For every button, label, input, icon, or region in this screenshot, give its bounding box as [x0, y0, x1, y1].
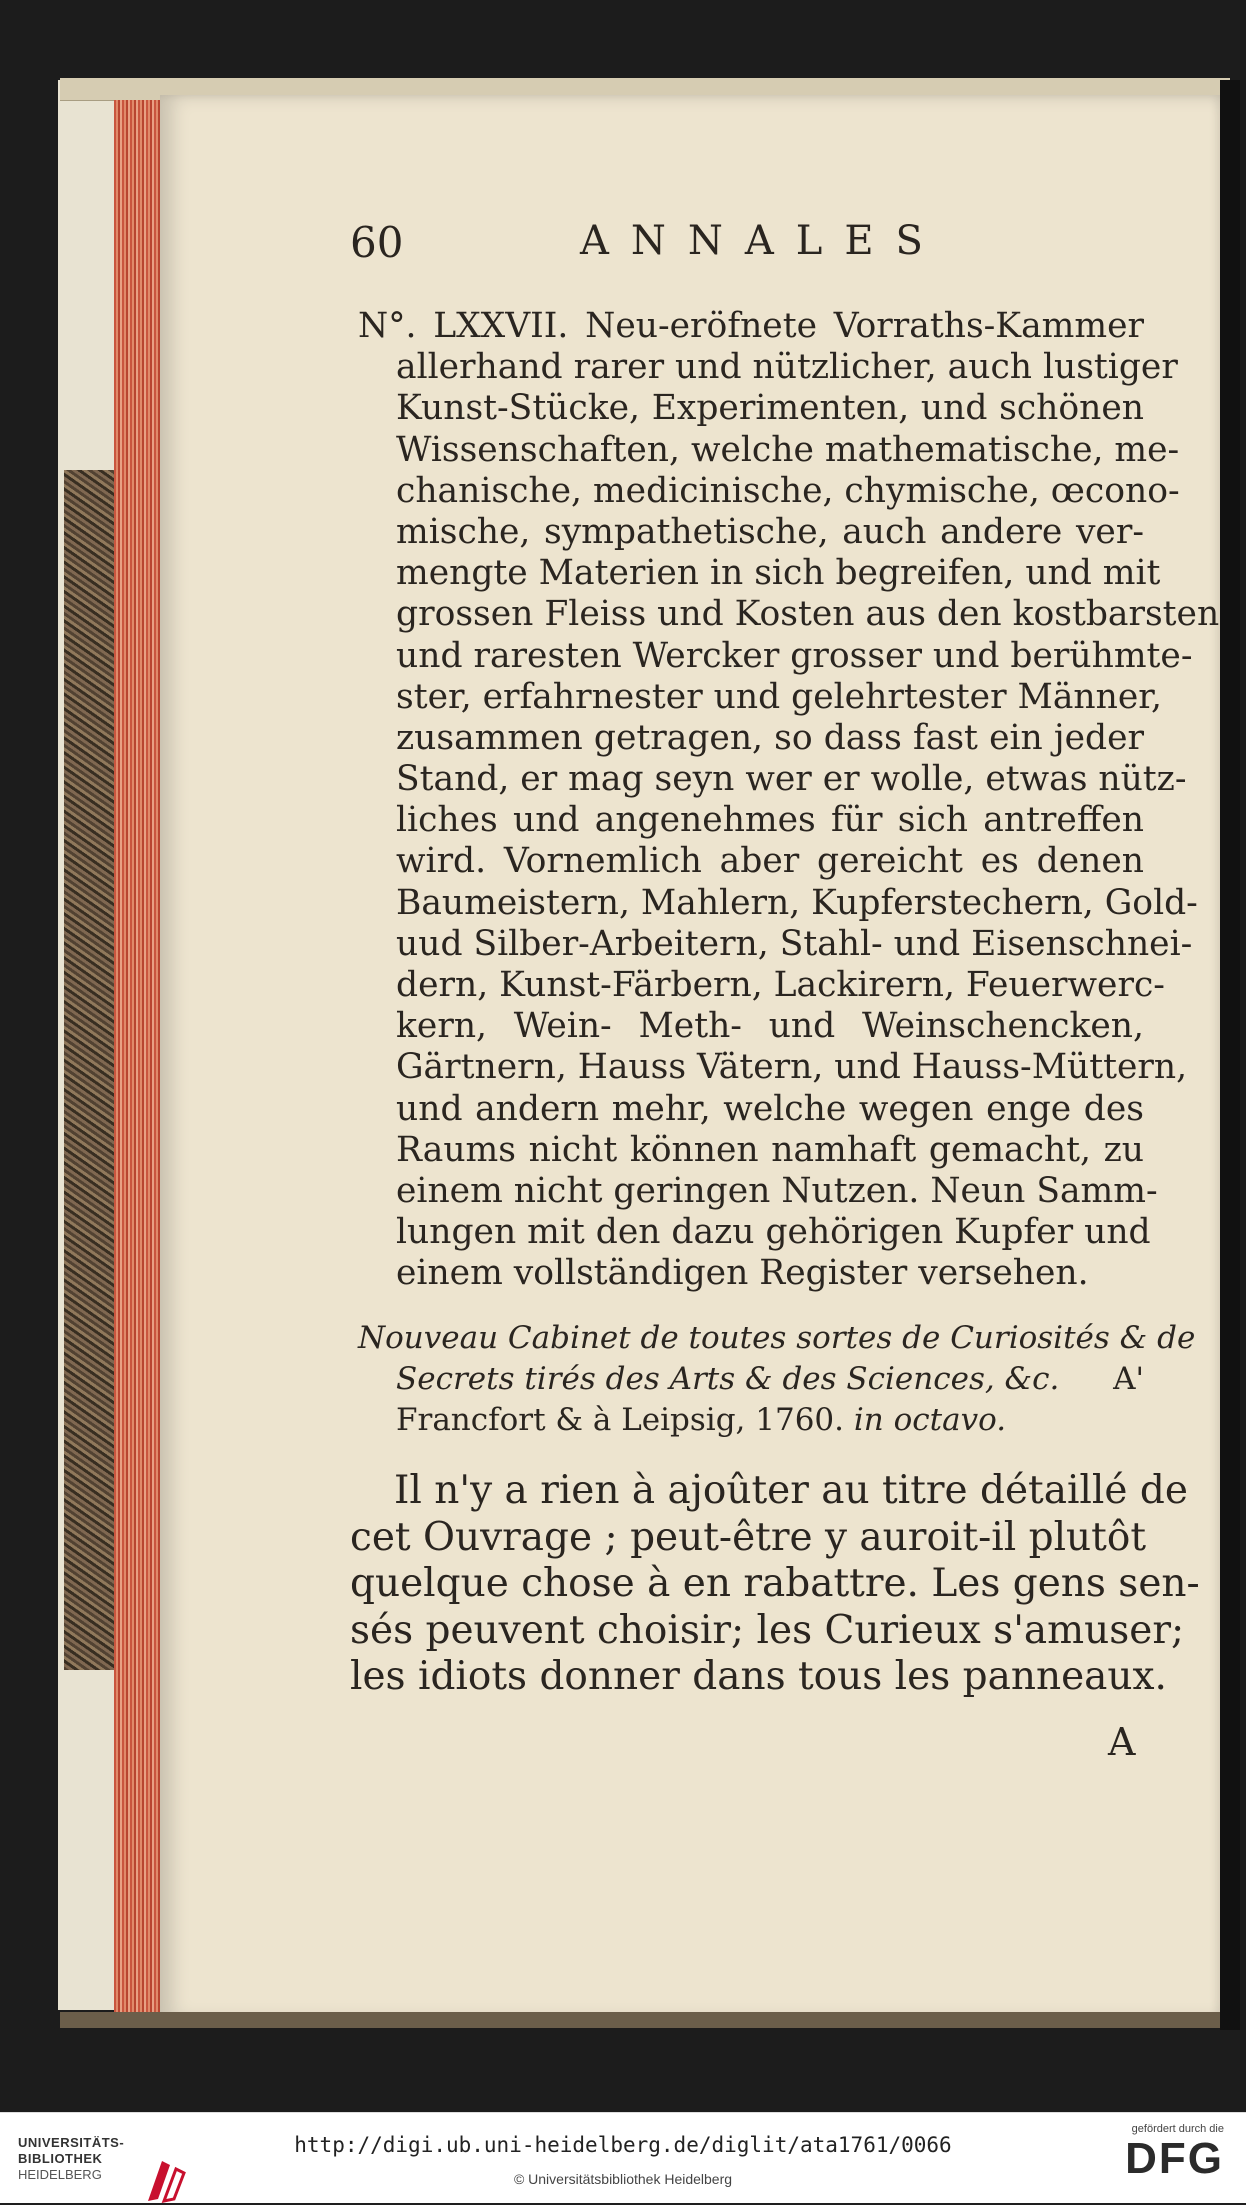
entry-line: grossen Fleiss und Kosten aus den kostbarsten — [396, 594, 1220, 635]
body-line: sés peuvent choisir; les Curieux s'amuser; — [350, 1607, 1185, 1653]
entry-line: chanische, medicinische, chymische, œcono- — [396, 470, 1180, 511]
french-title-line — [358, 1400, 1144, 1441]
copyright-notice: © Universitätsbibliothek Heidelberg — [513, 2171, 733, 2187]
viewer-footer — [0, 2112, 1246, 2203]
catchword: A — [1108, 1720, 1136, 1764]
entry-line: zusammen getragen, so dass fast ein jeder — [396, 717, 1144, 758]
entry-line: einem vollständigen Register versehen. — [396, 1253, 1089, 1294]
entry-line: und raresten Wercker grosser und berühmte- — [396, 635, 1193, 676]
entry-line: kern, Wein- Meth- und Weinschencken, — [396, 1006, 1144, 1047]
library-name-line2: BIBLIOTHEK — [18, 2151, 103, 2166]
dfg-wordmark: DFG — [1125, 2134, 1224, 2183]
entry-line: lungen mit den dazu gehörigen Kupfer und — [396, 1212, 1151, 1253]
french-title-line2: Secrets tirés des Arts & des Sciences, &c. — [396, 1361, 1060, 1397]
body-line: Il n'y a rien à ajoûter au titre détaillé de — [394, 1468, 1188, 1513]
body-line: cet Ouvrage ; peut-être y auroit-il plutôt — [350, 1514, 1146, 1560]
entry-line: dern, Kunst-Färbern, Lackirern, Feuerwerc- — [396, 965, 1165, 1005]
french-title-line: Nouveau Cabinet de toutes sortes de Curiosités & de — [358, 1320, 1196, 1356]
permalink-url[interactable]: http://digi.ub.uni-heidelberg.de/diglit/ata1761/0066 — [294, 2133, 952, 2157]
library-name-line3: HEIDELBERG — [18, 2167, 102, 2182]
french-title — [358, 1318, 1196, 1441]
entry-line: allerhand rarer und nützlicher, auch lustiger — [396, 347, 1178, 388]
library-name-line1: UNIVERSITÄTS- — [18, 2135, 125, 2150]
page-bottom-edge — [60, 2012, 1230, 2028]
body-line: quelque chose à en rabattre. Les gens sen- — [350, 1561, 1200, 1606]
dfg-logo[interactable] — [1094, 2123, 1224, 2183]
page-header — [350, 218, 1150, 278]
review-text — [350, 1468, 1200, 1701]
entry-line: Gärtnern, Hauss Vätern, und Hauss-Müttern, — [396, 1047, 1188, 1088]
entry-line: mengte Materien in sich begreifen, und mit — [396, 553, 1161, 594]
format: in octavo. — [853, 1402, 1007, 1438]
french-title-line2-end: A' — [1113, 1361, 1144, 1397]
entry-line: Stand, er mag seyn wer er wolle, etwas nütz- — [396, 759, 1187, 800]
page-number: 60 — [350, 218, 404, 267]
entry-line: liches und angenehmes für sich antreffen — [396, 800, 1144, 841]
entry-line: uud Silber-Arbeitern, Stahl- und Eisenschnei- — [396, 923, 1193, 964]
funded-by-label: gefördert durch die — [1131, 2123, 1224, 2135]
entry-line: Wissenschaften, welche mathematische, me- — [396, 429, 1180, 470]
entry-line: mische, sympathetische, auch andere ver- — [396, 511, 1144, 552]
entry-line: und andern mehr, welche wegen enge des — [396, 1088, 1144, 1129]
entry-line: einem nicht geringen Nutzen. Neun Samm- — [396, 1170, 1158, 1211]
running-head: ANNALES — [580, 218, 945, 264]
scan-right-border — [1220, 80, 1240, 2030]
entry-line: ster, erfahrnester und gelehrtester Männer, — [396, 676, 1162, 717]
entry-line: Raums nicht können namhaft gemacht, zu — [396, 1129, 1144, 1170]
imprint: Francfort & à Leipsig, 1760. — [396, 1402, 845, 1438]
catalog-entry — [358, 306, 1220, 1295]
entry-line: Baumeistern, Mahlern, Kupferstechern, Gold- — [396, 882, 1198, 923]
french-title-line — [358, 1359, 1144, 1400]
entry-line: wird. Vornemlich aber gereicht es denen — [396, 841, 1144, 882]
entry-line: N°. LXXVII. Neu-eröfnete Vorraths-Kammer — [358, 306, 1144, 346]
entry-line: Kunst-Stücke, Experimenten, und schönen — [396, 388, 1144, 429]
body-line: les idiots donner dans tous les panneaux. — [350, 1654, 1167, 1699]
